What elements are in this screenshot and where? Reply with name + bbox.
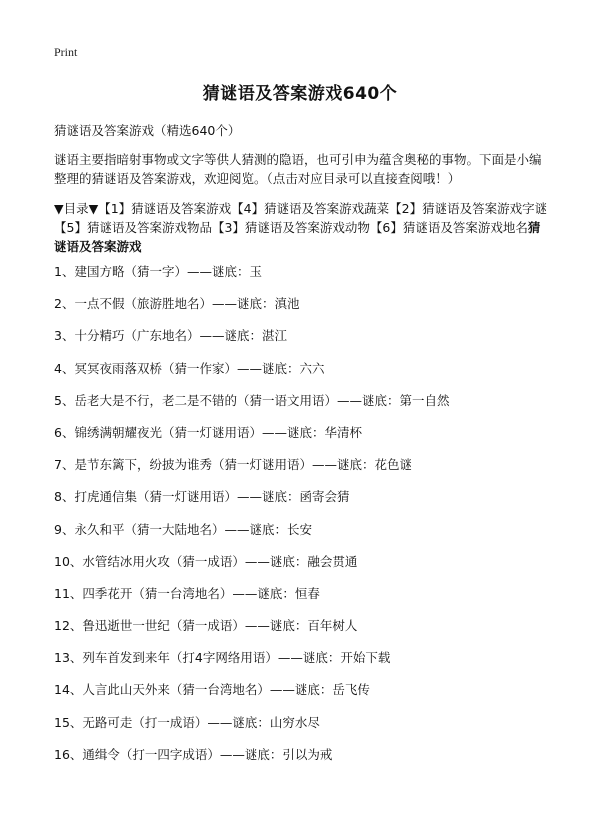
riddle-item: 16、通缉令（打一四字成语）——谜底：引以为戒 xyxy=(54,746,333,762)
riddle-item: 8、打虎通信集（猜一灯谜用语）——谜底：函寄会猜 xyxy=(54,489,350,505)
riddle-item: 12、鲁迅逝世一世纪（猜一成语）——谜底：百年树人 xyxy=(54,618,358,634)
riddle-item: 7、是节东篱下，纷披为谁秀（猜一灯谜用语）——谜底：花色谜 xyxy=(54,457,412,473)
riddle-item: 1、建国方略（猜一字）——谜底：玉 xyxy=(54,264,262,279)
riddle-list xyxy=(54,262,550,777)
table-of-contents xyxy=(54,199,550,256)
riddle-item: 10、水管结冰用火攻（猜一成语）——谜底：融会贯通 xyxy=(54,553,358,569)
toc-links[interactable]: ▼目录▼【1】猜谜语及答案游戏【4】猜谜语及答案游戏蔬菜【2】猜谜语及答案游戏字谜【5】猜谜语及答案游戏物品【3】猜谜语及答案游戏动物【6】猜谜语及答案游戏地名 xyxy=(54,201,548,235)
riddle-item: 2、一点不假（旅游胜地名）——谜底：滇池 xyxy=(54,296,300,312)
riddle-item: 5、岳老大是不行，老二是不错的（猜一语文用语）——谜底：第一自然 xyxy=(54,392,450,408)
riddle-item: 11、四季花开（猜一台湾地名）——谜底：恒春 xyxy=(54,585,320,601)
riddle-item: 15、无路可走（打一成语）——谜底：山穷水尽 xyxy=(54,714,320,730)
toc-section-heading: 猜谜语及答案游戏 xyxy=(54,220,541,254)
riddle-item: 6、锦绣满朝耀夜光（猜一灯谜用语）——谜底：华清杯 xyxy=(54,424,362,440)
print-label[interactable]: Print xyxy=(54,45,78,59)
riddle-item: 9、永久和平（猜一大陆地名）——谜底：长安 xyxy=(54,521,312,537)
riddle-item: 4、冥冥夜雨落双桥（猜一作家）——谜底：六六 xyxy=(54,360,325,376)
subtitle: 猜谜语及答案游戏（精选640个） xyxy=(54,123,241,138)
page-title: 猜谜语及答案游戏640个 xyxy=(202,84,398,104)
intro-paragraph: 谜语主要指暗射事物或文字等供人猜测的隐语，也可引申为蕴含奥秘的事物。下面是小编整理的猜谜语及答案游戏，欢迎阅览。（点击对应目录可以直接查阅哦！） xyxy=(54,152,542,186)
riddle-item: 14、人言此山天外来（猜一台湾地名）——谜底：岳飞传 xyxy=(54,682,370,698)
riddle-item: 3、十分精巧（广东地名）——谜底：湛江 xyxy=(54,328,287,344)
riddle-item: 13、列车首发到来年（打4字网络用语）——谜底：开始下载 xyxy=(54,650,391,666)
